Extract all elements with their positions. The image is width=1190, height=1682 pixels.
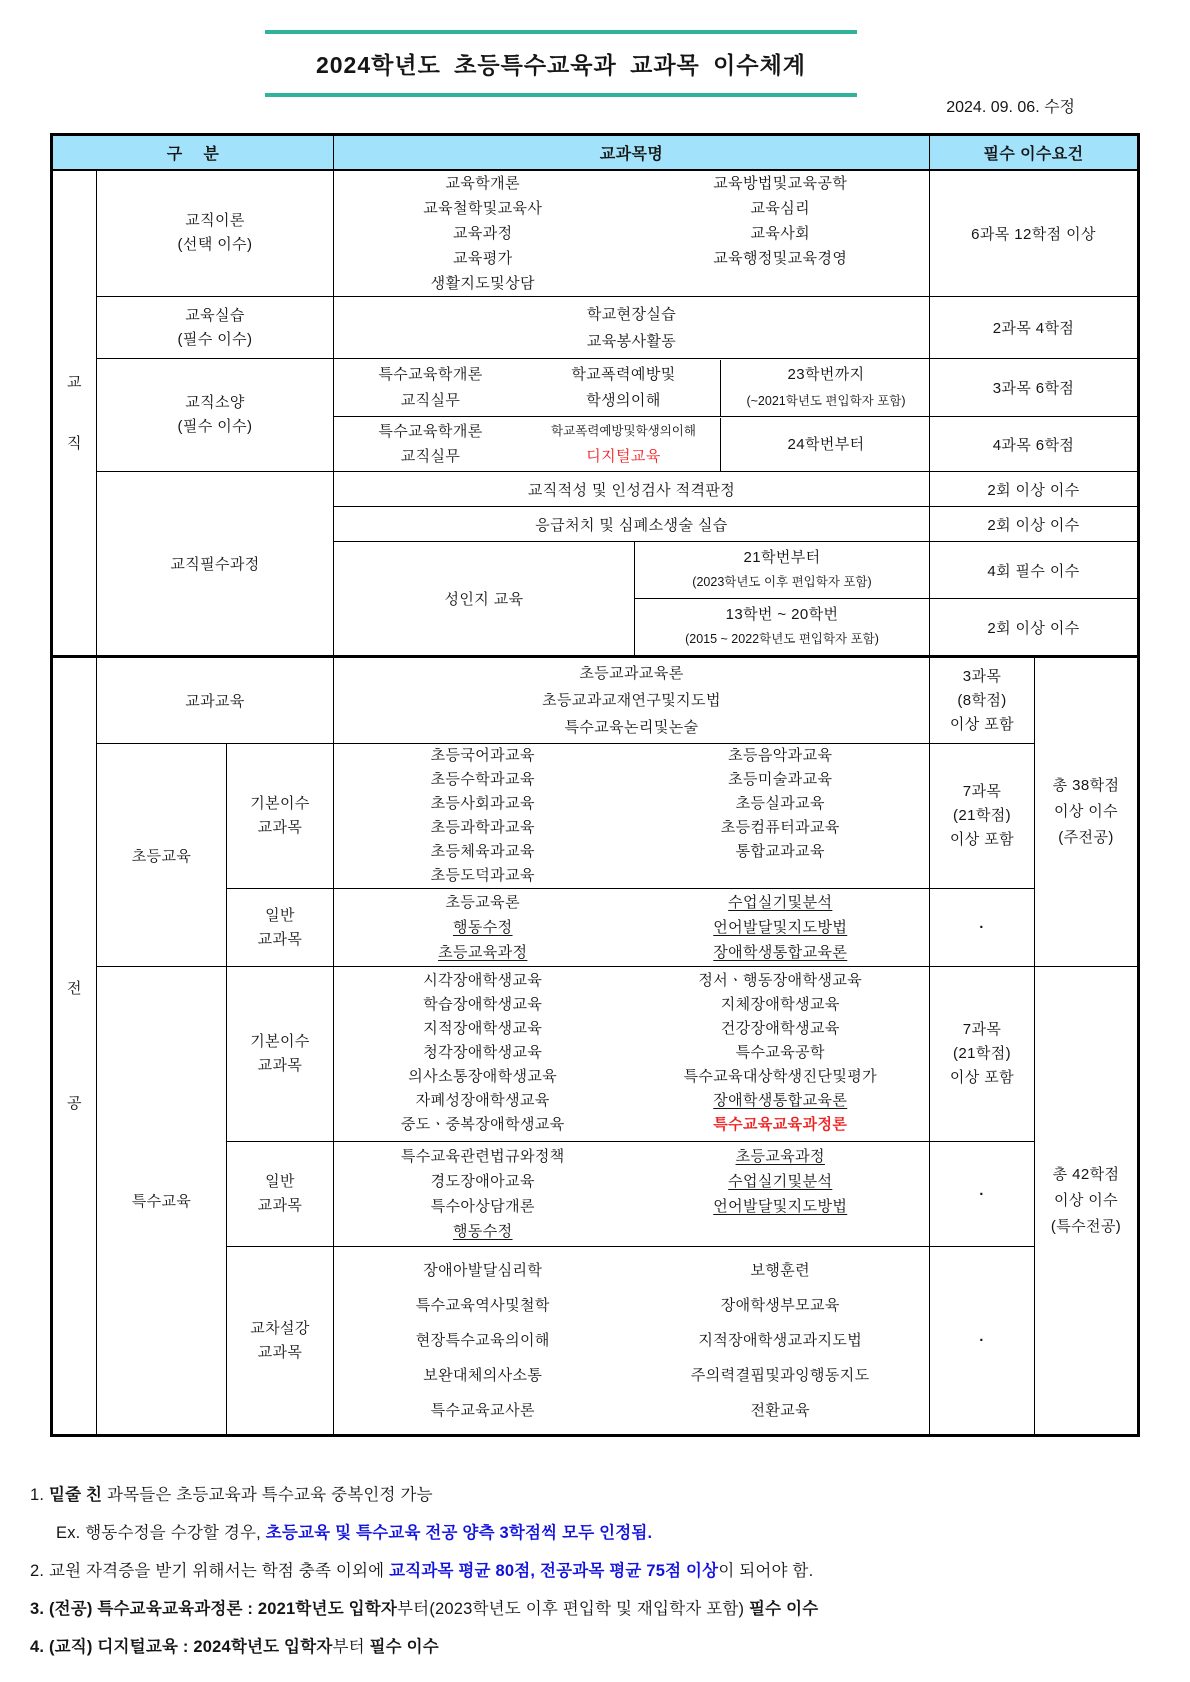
- course-list-left: [334, 418, 527, 471]
- requirement-gyogwa: [930, 657, 1035, 744]
- footnote-1: [30, 1483, 1170, 1508]
- list-item: 밑줄 친: [48, 1486, 103, 1504]
- list-item: 과목들은 초등교육과 특수교육 중복인정 가능: [102, 1486, 433, 1504]
- list-item: 언어발달및지도방법: [713, 919, 848, 936]
- list-item: (~2021학년도 편입학자 포함): [746, 393, 906, 408]
- footnote-3: [30, 1597, 1170, 1622]
- requirement-special-basic: [930, 967, 1035, 1142]
- list-item: 총 42학점: [1052, 1165, 1120, 1183]
- list-item: 지체장애학생교육: [720, 996, 840, 1013]
- course-list-right: [632, 1144, 930, 1244]
- list-item: 행동수정: [452, 1223, 513, 1240]
- list-item: 보행훈련: [750, 1262, 811, 1279]
- list-item: 교직이론: [185, 212, 245, 230]
- list-item: (21학점): [952, 1045, 1012, 1062]
- list-item: 이상 포함: [949, 831, 1015, 848]
- revision-date: 2024. 09. 06. 수정: [946, 99, 1075, 116]
- list-item: 특수교육역사및철학: [415, 1297, 550, 1314]
- courses-elementary-basic: [334, 744, 930, 889]
- total-credits-special: [1035, 967, 1139, 1436]
- course-cpr: 응급처치 및 심폐소생술 실습: [334, 507, 930, 542]
- list-item: 기본이수: [250, 1033, 310, 1050]
- list-item: 일반: [265, 1173, 295, 1190]
- list-item: 초등체육과교육: [430, 843, 535, 860]
- list-item: (주전공): [1058, 829, 1114, 846]
- list-item: 1.: [30, 1486, 49, 1504]
- requirement-gender-2: 2회 이상 이수: [930, 599, 1139, 657]
- requirement-aptitude: 2회 이상 이수: [930, 472, 1139, 507]
- list-item: 특수교육교사론: [430, 1402, 535, 1419]
- list-item: 교육행정및교육경영: [713, 249, 848, 267]
- list-item: 장애학생통합교육론: [713, 944, 848, 961]
- requirement-soyang-row2: 4과목 6학점: [930, 417, 1139, 472]
- list-item: 초등교육과정: [735, 1148, 825, 1165]
- list-item: 지적장애학생교육: [423, 1020, 543, 1037]
- list-item: 의사소통장애학생교육: [408, 1068, 558, 1085]
- requirement-theory: 6과목 12학점 이상: [930, 170, 1139, 297]
- subcategory-special-general: [227, 1142, 334, 1247]
- list-item: 교육봉사활동: [586, 332, 677, 350]
- list-item: 이상 이수: [1053, 1191, 1119, 1209]
- list-item: 3. (전공) 특수교육교육과정론 : 2021학년도 입학자: [30, 1600, 398, 1618]
- section-label-gyojik: [52, 170, 97, 657]
- list-item: 장애학생통합교육론: [713, 1092, 848, 1109]
- course-list-right: [632, 744, 930, 888]
- list-item: 교과목: [257, 1057, 303, 1074]
- courses-soyang-row1: [334, 359, 930, 417]
- courses-soyang-row2: [334, 417, 930, 472]
- list-item: 필수 이수: [749, 1600, 819, 1618]
- list-item: (21학점): [952, 807, 1012, 824]
- list-item: (2015 ~ 2022학년도 편입학자 포함): [685, 632, 879, 646]
- list-item: Ex. 행동수정을 수강할 경우,: [56, 1524, 266, 1542]
- list-item: 주의력결핍및과잉행동지도: [690, 1367, 870, 1384]
- list-item: 현장특수교육의이해: [415, 1332, 550, 1349]
- list-item: 직: [67, 434, 82, 452]
- courses-practice: [334, 297, 930, 359]
- list-item: 장애학생부모교육: [720, 1297, 840, 1314]
- list-item: 전환교육: [750, 1402, 811, 1419]
- category-practice: [97, 297, 334, 359]
- list-item: 청각장애학생교육: [423, 1044, 543, 1061]
- page-title: 2024학년도 초등특수교육과 교과목 이수체계: [265, 30, 857, 97]
- list-item: 교직과목 평균 80점, 전공과목 평균 75점 이상: [389, 1562, 719, 1580]
- course-list-right: [527, 418, 720, 471]
- list-item: 학교현장실습: [586, 305, 677, 323]
- requirement-special-cross: ·: [930, 1247, 1035, 1436]
- list-item: 수업실기및분석: [728, 1173, 833, 1190]
- course-list-right: [632, 171, 930, 296]
- list-item: 기본이수: [250, 795, 310, 812]
- requirement-special-general: ·: [930, 1142, 1035, 1247]
- list-item: 장애아발달심리학: [423, 1262, 543, 1279]
- list-item: 24학번부터: [787, 435, 865, 453]
- list-item: 교: [67, 373, 82, 391]
- courses-gyojik-theory: [334, 170, 930, 297]
- list-item: 부터: [332, 1638, 370, 1656]
- course-list-left: [334, 1253, 632, 1428]
- list-item: 교직실무: [400, 391, 461, 409]
- list-item: 2. 교원 자격증을 받기 위해서는 학점 충족 이외에: [30, 1562, 390, 1580]
- list-item: 7과목: [962, 783, 1002, 800]
- list-item: 교육학개론: [445, 174, 520, 192]
- list-item: 13학번 ~ 20학번: [725, 606, 839, 623]
- list-item: 초등수학과교육: [430, 771, 535, 788]
- list-item: 행동수정: [452, 919, 513, 936]
- course-list-right: [632, 890, 930, 965]
- requirement-elementary-general: ·: [930, 889, 1035, 967]
- footnote-example: [30, 1521, 1170, 1546]
- list-item: 교과목: [257, 819, 303, 836]
- list-item: 특수아상담개론: [430, 1198, 535, 1215]
- list-item: 경도장애아교육: [430, 1173, 535, 1190]
- course-list-left: [334, 1144, 632, 1244]
- list-item: 초등도덕과교육: [430, 867, 535, 884]
- list-item: (필수 이수): [177, 418, 253, 435]
- courses-special-general: [334, 1142, 930, 1247]
- list-item: 시각장애학생교육: [423, 972, 543, 989]
- course-list-right: [632, 1253, 930, 1428]
- list-item: 보완대체의사소통: [423, 1367, 543, 1384]
- list-item: 이상 포함: [949, 1069, 1015, 1086]
- list-item: 이상 포함: [949, 715, 1015, 733]
- cohort-cell: [720, 418, 930, 471]
- list-item: 초등사회과교육: [430, 795, 535, 812]
- curriculum-table: [50, 133, 1140, 1437]
- list-item: 교직실무: [400, 448, 461, 465]
- list-item: 교과목: [257, 1197, 303, 1214]
- list-item: 특수교육교육과정론: [713, 1116, 848, 1133]
- category-gyojik-theory: [97, 170, 334, 297]
- list-item: 학습장애학생교육: [423, 996, 543, 1013]
- cohort-gender-2: [635, 599, 930, 657]
- list-item: 초등교육과정: [438, 944, 528, 961]
- footnote-4: [30, 1635, 1170, 1660]
- footnotes: [30, 1483, 1170, 1673]
- subcategory-elementary-basic: [227, 744, 334, 889]
- list-item: 특수교육관련법규와정책: [400, 1148, 565, 1165]
- courses-gyogwa: [334, 657, 930, 744]
- list-item: 교육평가: [452, 249, 513, 267]
- category-elementary: 초등교육: [97, 744, 227, 967]
- courses-elementary-general: [334, 889, 930, 967]
- list-item: 지적장애학생교과지도법: [698, 1332, 863, 1349]
- list-item: 교육실습: [185, 306, 245, 324]
- list-item: 4. (교직) 디지털교육 : 2024학년도 입학자: [30, 1638, 333, 1656]
- course-list-right: [527, 360, 720, 416]
- list-item: 초등음악과교육: [728, 747, 833, 764]
- list-item: 자폐성장애학생교육: [415, 1092, 550, 1109]
- list-item: 학생의이해: [586, 391, 661, 409]
- header-requirement: 필수 이수요건: [930, 135, 1139, 170]
- section-label-jeongong: [52, 657, 97, 1436]
- list-item: 교차설강: [250, 1319, 310, 1337]
- course-list-left: [334, 969, 632, 1139]
- list-item: 특수교육논리및논술: [564, 719, 699, 736]
- list-item: 학교폭력예방및: [571, 365, 676, 383]
- list-item: 교과목: [257, 930, 303, 948]
- subcategory-special-basic: [227, 967, 334, 1142]
- list-item: 수업실기및분석: [728, 894, 833, 911]
- category-soyang: [97, 359, 334, 472]
- course-aptitude: 교직적성 및 인성검사 적격판정: [334, 472, 930, 507]
- requirement-practice: 2과목 4학점: [930, 297, 1139, 359]
- course-list-left: [334, 744, 632, 888]
- cohort-cell: [720, 360, 930, 416]
- list-item: 특수교육대상학생진단및평가: [683, 1068, 878, 1085]
- requirement-gender-1: 4회 필수 이수: [930, 542, 1139, 599]
- list-item: 생활지도및상담: [430, 274, 535, 292]
- course-list-right: [632, 969, 930, 1139]
- list-item: (특수전공): [1050, 1217, 1122, 1235]
- list-item: 부터(2023학년도 이후 편입학 및 재입학자 포함): [397, 1600, 750, 1618]
- list-item: 공: [67, 1095, 82, 1112]
- course-gender-education: 성인지 교육: [334, 542, 635, 657]
- requirement-elementary-basic: [930, 744, 1035, 889]
- list-item: 교육과정: [452, 224, 513, 242]
- header-subjects: 교과목명: [334, 135, 930, 170]
- list-item: 정서ㆍ행동장애학생교육: [698, 972, 863, 989]
- courses-special-basic: [334, 967, 930, 1142]
- list-item: 7과목: [962, 1021, 1002, 1038]
- footnote-2: [30, 1559, 1170, 1584]
- list-item: 초등과학과교육: [430, 819, 535, 836]
- list-item: (필수 이수): [177, 330, 253, 348]
- list-item: 학교폭력예방및학생의이해: [551, 424, 696, 438]
- list-item: 초등미술과교육: [728, 771, 833, 788]
- list-item: 통합교과교육: [735, 843, 825, 860]
- list-item: 초등교육론: [445, 894, 520, 911]
- course-list-left: [334, 171, 632, 296]
- list-item: (선택 이수): [177, 236, 253, 254]
- list-item: 3과목: [962, 667, 1002, 685]
- list-item: 디지털교육: [586, 448, 661, 465]
- course-list-left: [334, 360, 527, 416]
- subcategory-elementary-general: [227, 889, 334, 967]
- list-item: (8학점): [957, 691, 1007, 709]
- list-item: 23학번까지: [787, 365, 865, 383]
- list-item: 21학번부터: [743, 549, 821, 566]
- list-item: 이상 이수: [1053, 803, 1119, 820]
- list-item: 특수교육공학: [735, 1044, 825, 1061]
- list-item: 중도ㆍ중복장애학생교육: [400, 1116, 565, 1133]
- list-item: 초등교과교재연구및지도법: [542, 692, 721, 709]
- header-category: 구 분: [52, 135, 334, 170]
- list-item: 특수교육학개론: [378, 423, 483, 440]
- requirement-soyang-row1: 3과목 6학점: [930, 359, 1139, 417]
- list-item: 필수 이수: [369, 1638, 439, 1656]
- list-item: 건강장애학생교육: [720, 1020, 840, 1037]
- list-item: 교육방법및교육공학: [713, 174, 848, 192]
- category-gyogwa: 교과교육: [97, 657, 334, 744]
- list-item: 교육철학및교육사: [423, 199, 543, 217]
- requirement-cpr: 2회 이상 이수: [930, 507, 1139, 542]
- list-item: 교육사회: [750, 224, 811, 242]
- list-item: 초등국어과교육: [430, 747, 535, 764]
- list-item: 특수교육학개론: [378, 365, 483, 383]
- list-item: 일반: [265, 906, 295, 924]
- list-item: 초등실과교육: [735, 795, 825, 812]
- cohort-gender-1: [635, 542, 930, 599]
- list-item: 이 되어야 함.: [718, 1562, 814, 1580]
- list-item: 교직소양: [185, 394, 245, 411]
- list-item: (2023학년도 이후 편입학자 포함): [692, 575, 872, 589]
- list-item: 언어발달및지도방법: [713, 1198, 848, 1215]
- list-item: 초등컴퓨터과교육: [720, 819, 840, 836]
- category-special: 특수교육: [97, 967, 227, 1436]
- courses-special-cross: [334, 1247, 930, 1436]
- course-list-left: [334, 890, 632, 965]
- subcategory-special-cross: [227, 1247, 334, 1436]
- category-required-course: 교직필수과정: [97, 472, 334, 657]
- list-item: 교과목: [257, 1343, 303, 1361]
- list-item: 전: [67, 980, 82, 997]
- list-item: 초등교육 및 특수교육 전공 양측 3학점씩 모두 인정됨.: [265, 1524, 653, 1542]
- list-item: 총 38학점: [1052, 777, 1120, 794]
- total-credits-major: [1035, 657, 1139, 967]
- list-item: 초등교과교육론: [579, 665, 684, 682]
- list-item: 교육심리: [750, 199, 811, 217]
